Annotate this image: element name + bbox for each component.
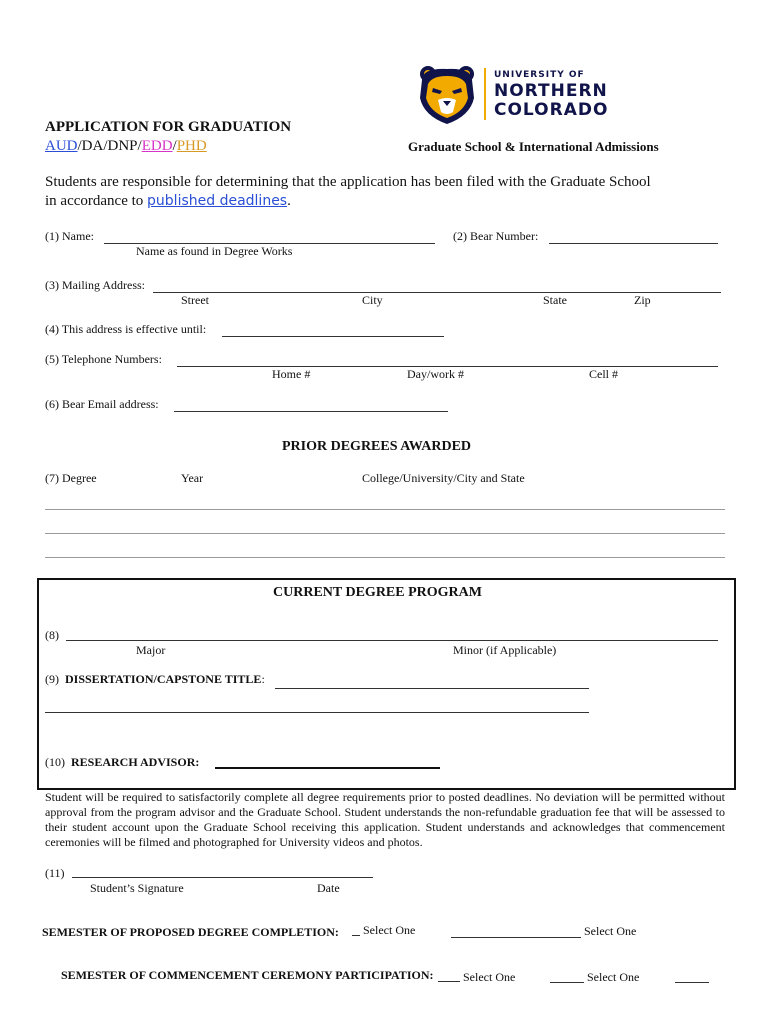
address-effective-input[interactable]: [222, 320, 444, 337]
major-hint: Major: [136, 643, 166, 657]
degree-aud: AUD: [45, 138, 78, 154]
degree-da: DA: [81, 138, 104, 154]
name-hint: Name as found in Degree Works: [136, 244, 293, 258]
dissertation-title-input-1[interactable]: [275, 672, 589, 689]
completion-underline: [352, 935, 360, 936]
office-name: Graduate School & International Admissions: [408, 139, 659, 154]
bear-email-label: (6) Bear Email address:: [45, 397, 159, 411]
commencement-term-select[interactable]: Select One: [463, 970, 516, 984]
prior-degree-row-3[interactable]: [45, 541, 725, 558]
telephone-label: (5) Telephone Numbers:: [45, 352, 162, 366]
commencement-semester-label: SEMESTER OF COMMENCEMENT CEREMONY PARTICIPATION:: [61, 968, 434, 982]
degree-separator: /: [172, 138, 177, 154]
bear-number-label: (2) Bear Number:: [453, 229, 539, 243]
commencement-underline: [438, 981, 460, 982]
logo-colorado: COLORADO: [494, 100, 609, 120]
prior-degree-row-1[interactable]: [45, 493, 725, 510]
research-advisor-input[interactable]: [215, 751, 440, 769]
acknowledgement-statement: Student will be required to satisfactorily complete all degree requirements prior to posted deadlines. No deviation will be permitted without approval from the program advisor and the Graduate School. Student understands the non-refundable graduation fee that will be assessed to their student account upon the Graduate School receiving this application. Student understands and acknowledges that commencement ceremonies will be filmed and photographed for University videos and photos.: [45, 790, 725, 849]
degree-separator: /: [137, 138, 142, 154]
degree-separator: /: [77, 138, 82, 154]
form-title: APPLICATION FOR GRADUATION: [45, 119, 292, 135]
home-phone-hint: Home #: [272, 367, 311, 381]
commencement-underline-3: [675, 982, 709, 983]
signature-date-input[interactable]: [72, 861, 373, 878]
completion-semester-label: SEMESTER OF PROPOSED DEGREE COMPLETION:: [42, 925, 339, 939]
cell-phone-hint: Cell #: [589, 367, 618, 381]
telephone-input[interactable]: [177, 350, 718, 367]
degree-separator: /: [103, 138, 108, 154]
daywork-phone-hint: Day/work #: [407, 367, 464, 381]
degree-dnp: DNP: [107, 138, 138, 154]
prior-degree-col: (7) Degree: [45, 471, 97, 485]
item-8-label: (8): [45, 628, 59, 642]
signature-hint: Student’s Signature: [90, 881, 184, 895]
state-hint: State: [543, 293, 567, 307]
colon: :: [261, 672, 265, 686]
research-advisor-label: RESEARCH ADVISOR:: [71, 755, 200, 769]
prior-year-col: Year: [181, 471, 204, 485]
degree-phd: PHD: [176, 138, 207, 154]
dissertation-title-input-2[interactable]: [45, 696, 589, 713]
degree-edd: EDD: [141, 138, 173, 154]
completion-underline-2: [451, 937, 581, 938]
major-minor-input[interactable]: [66, 624, 718, 641]
intro-line-2: [45, 192, 291, 211]
degree-types: [45, 138, 207, 155]
item-11-label: (11): [45, 866, 65, 880]
item-9-label: [45, 672, 265, 687]
item-10-label: [45, 755, 199, 770]
published-deadlines-link[interactable]: published deadlines: [147, 193, 288, 209]
bear-number-input[interactable]: [549, 227, 718, 244]
completion-term-select[interactable]: Select One: [363, 923, 416, 937]
prior-degree-row-2[interactable]: [45, 517, 725, 534]
intro-period: .: [287, 193, 291, 209]
intro-text: in accordance to: [45, 193, 148, 209]
address-effective-label: (4) This address is effective until:: [45, 322, 207, 336]
name-label: (1) Name:: [45, 229, 94, 243]
intro-line-1: Students are responsible for determining that the application has been filed with the Graduate School: [45, 174, 651, 190]
street-hint: Street: [181, 293, 209, 307]
name-input[interactable]: [104, 227, 435, 244]
date-hint: Date: [317, 881, 340, 895]
current-degree-heading: CURRENT DEGREE PROGRAM: [273, 585, 482, 600]
zip-hint: Zip: [634, 293, 651, 307]
mailing-address-input[interactable]: [153, 276, 721, 293]
dissertation-title-label: DISSERTATION/CAPSTONE TITLE: [65, 672, 262, 686]
item-9-number: (9): [45, 672, 59, 686]
commencement-year-select[interactable]: Select One: [587, 970, 640, 984]
prior-degrees-heading: PRIOR DEGREES AWARDED: [282, 439, 472, 454]
logo-university-of: UNIVERSITY OF: [494, 70, 585, 80]
commencement-underline-2: [550, 982, 584, 983]
bear-email-input[interactable]: [174, 395, 448, 412]
mailing-address-label: (3) Mailing Address:: [45, 278, 145, 292]
item-10-number: (10): [45, 755, 65, 769]
completion-year-select[interactable]: Select One: [584, 924, 637, 938]
prior-college-col: College/University/City and State: [362, 471, 525, 485]
bear-mascot-icon: [418, 64, 476, 126]
minor-hint: Minor (if Applicable): [453, 643, 557, 657]
city-hint: City: [362, 293, 383, 307]
logo-northern: NORTHERN: [494, 81, 608, 101]
